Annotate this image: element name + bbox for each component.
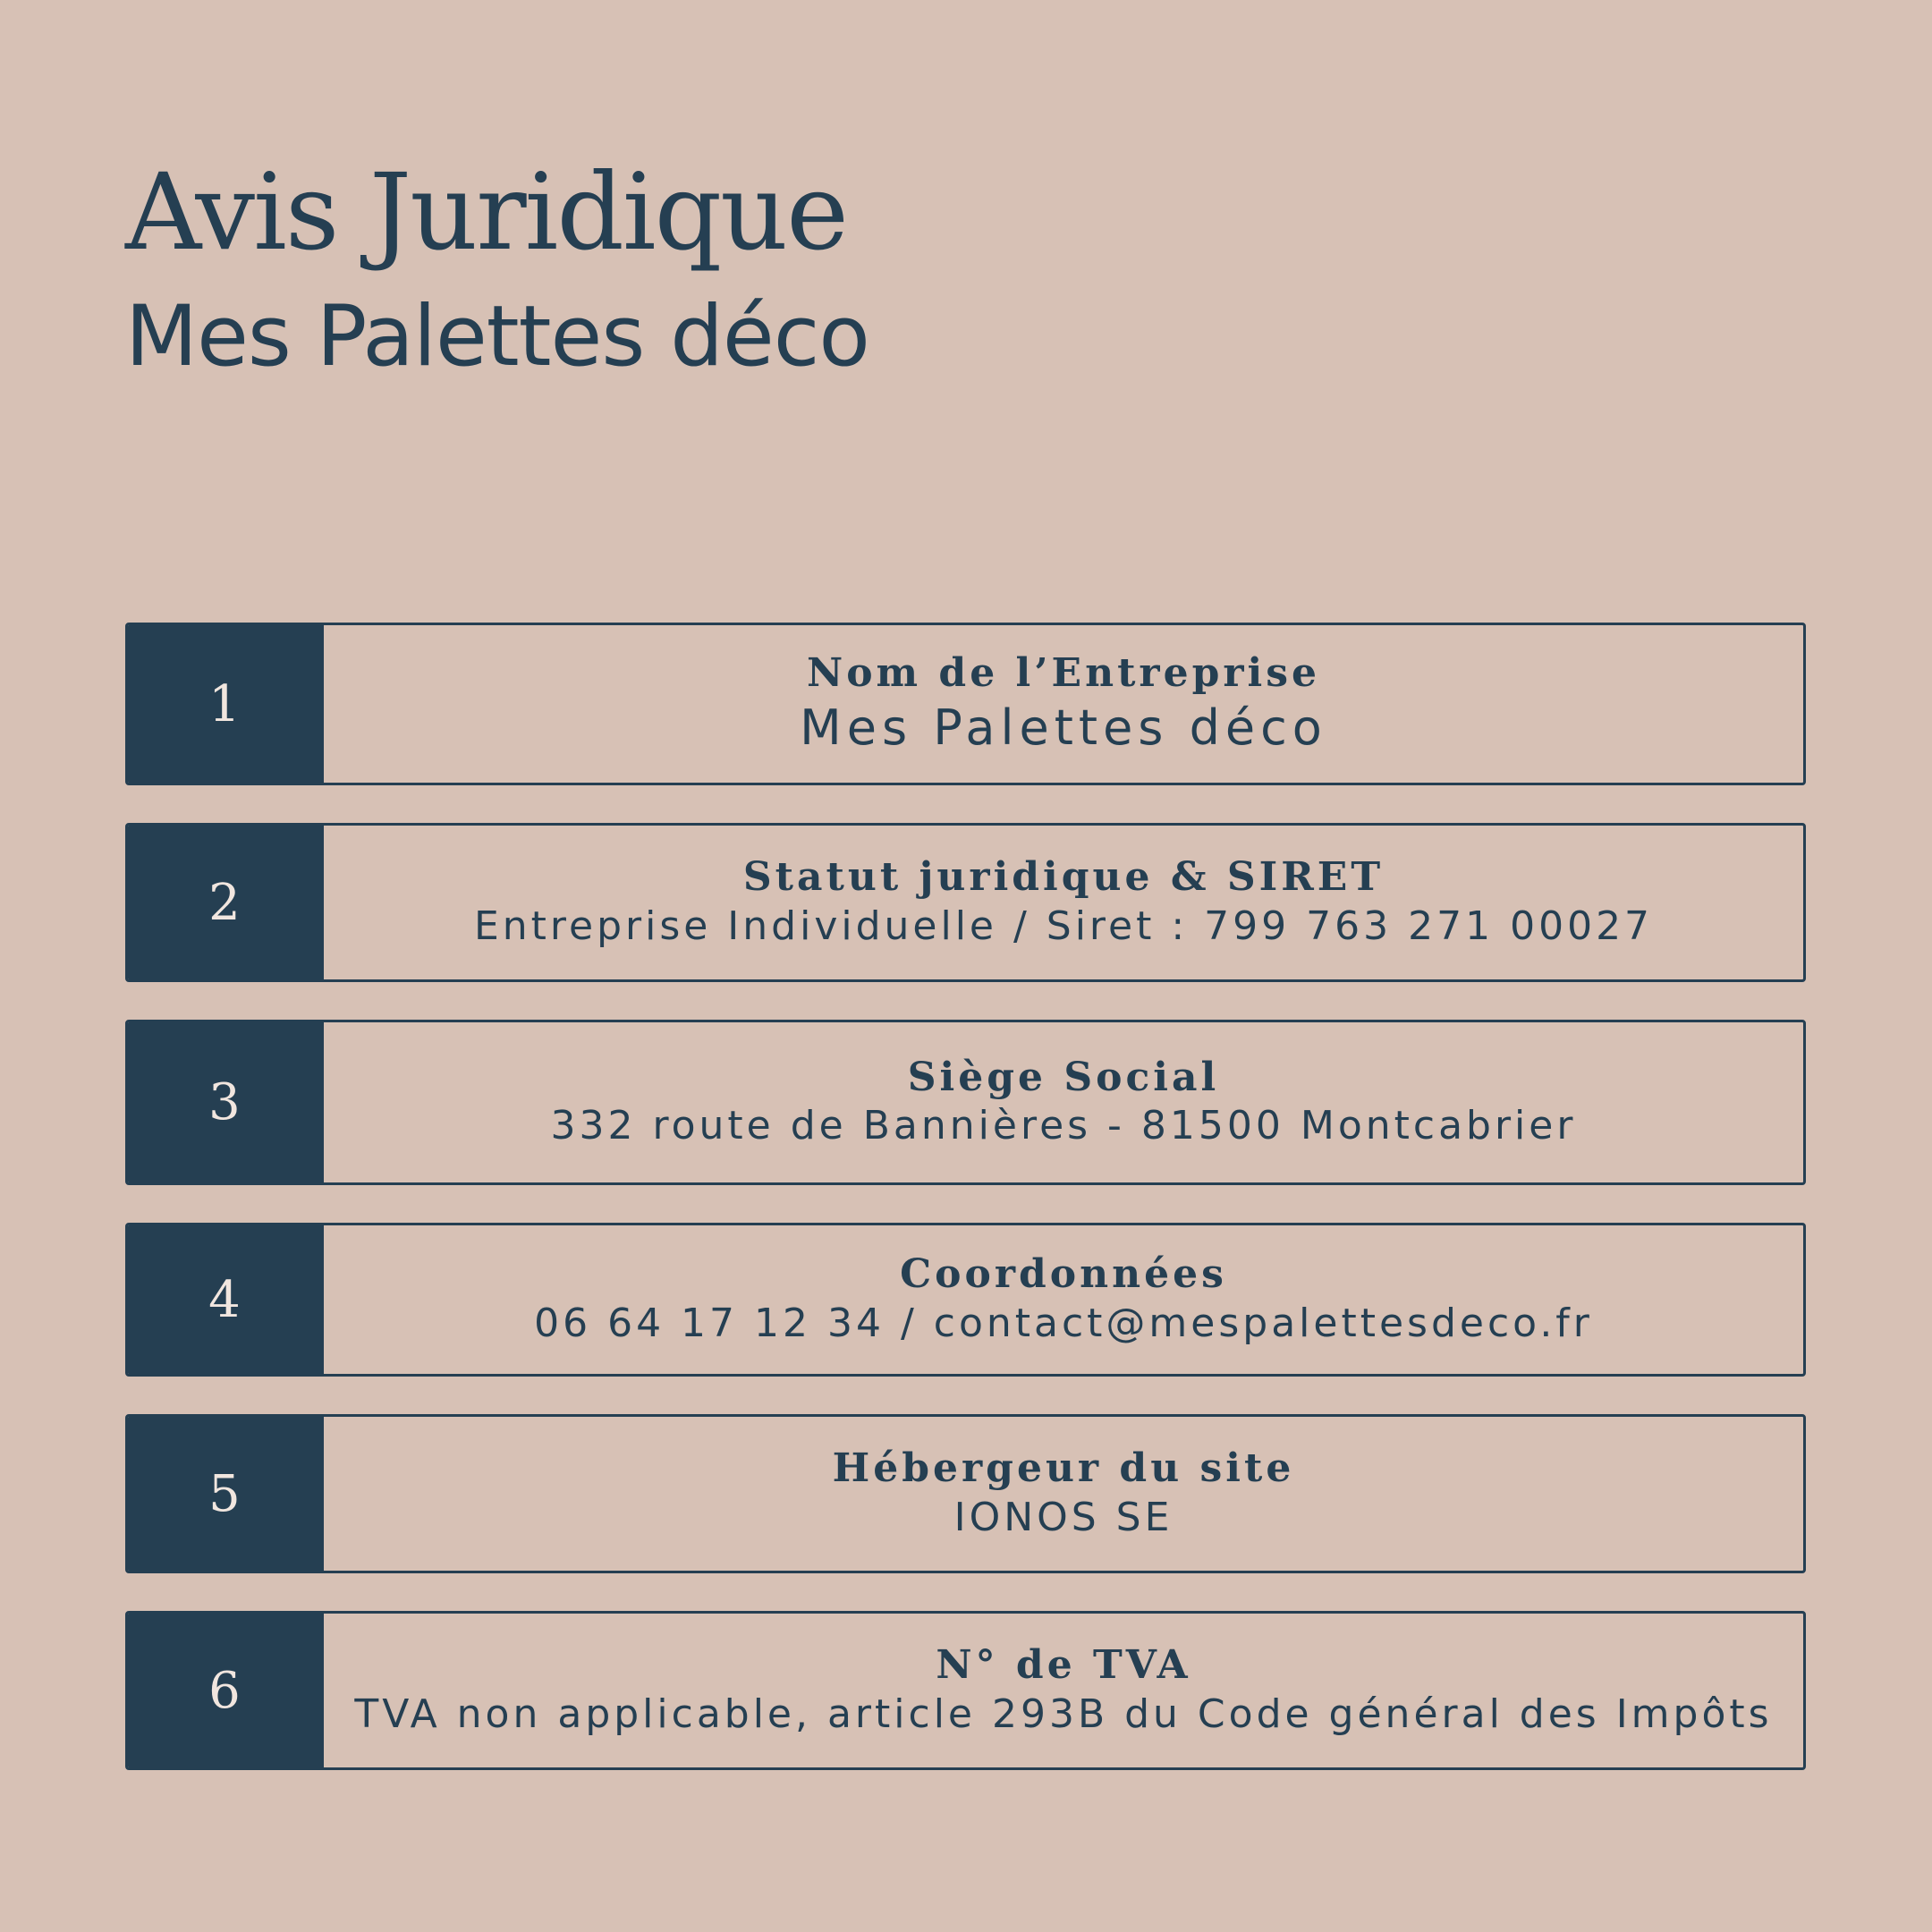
- row-number: 6: [125, 1611, 324, 1770]
- row-value: 332 route de Bannières - 81500 Montcabrier: [550, 1103, 1577, 1149]
- row-value: IONOS SE: [953, 1494, 1174, 1540]
- row-value: 06 64 17 12 34 / contact@mespalettesdeco.fr: [534, 1300, 1593, 1346]
- row-value: TVA non applicable, article 293B du Code général des Impôts: [354, 1690, 1773, 1737]
- legal-info-row-vat: [125, 1611, 1806, 1770]
- row-value: Mes Palettes déco: [800, 699, 1327, 756]
- legal-info-row-contact: [125, 1223, 1806, 1377]
- row-label: Statut juridique & SIRET: [742, 854, 1385, 901]
- row-content: [324, 1225, 1803, 1374]
- row-content: [324, 826, 1803, 979]
- row-number: 4: [125, 1223, 324, 1377]
- row-content: [324, 625, 1803, 783]
- row-content: [324, 1417, 1803, 1571]
- row-label: N° de TVA: [936, 1642, 1191, 1689]
- row-number: 2: [125, 823, 324, 982]
- page-subtitle: Mes Palettes déco: [125, 288, 869, 386]
- legal-info-row-company-name: [125, 623, 1806, 785]
- row-number: 1: [125, 623, 324, 785]
- row-label: Nom de l’Entreprise: [806, 649, 1320, 696]
- row-label: Coordonnées: [900, 1251, 1227, 1298]
- legal-info-row-legal-status: [125, 823, 1806, 982]
- legal-info-row-head-office: [125, 1020, 1806, 1185]
- row-content: [324, 1614, 1803, 1767]
- row-value: Entreprise Individuelle / Siret : 799 763 271 00027: [473, 902, 1654, 949]
- row-number: 5: [125, 1414, 324, 1573]
- legal-info-row-host: [125, 1414, 1806, 1573]
- row-label: Hébergeur du site: [832, 1445, 1295, 1492]
- row-content: [324, 1022, 1803, 1182]
- page-title: Avis Juridique: [125, 150, 847, 274]
- row-label: Siège Social: [907, 1054, 1220, 1100]
- row-number: 3: [125, 1020, 324, 1185]
